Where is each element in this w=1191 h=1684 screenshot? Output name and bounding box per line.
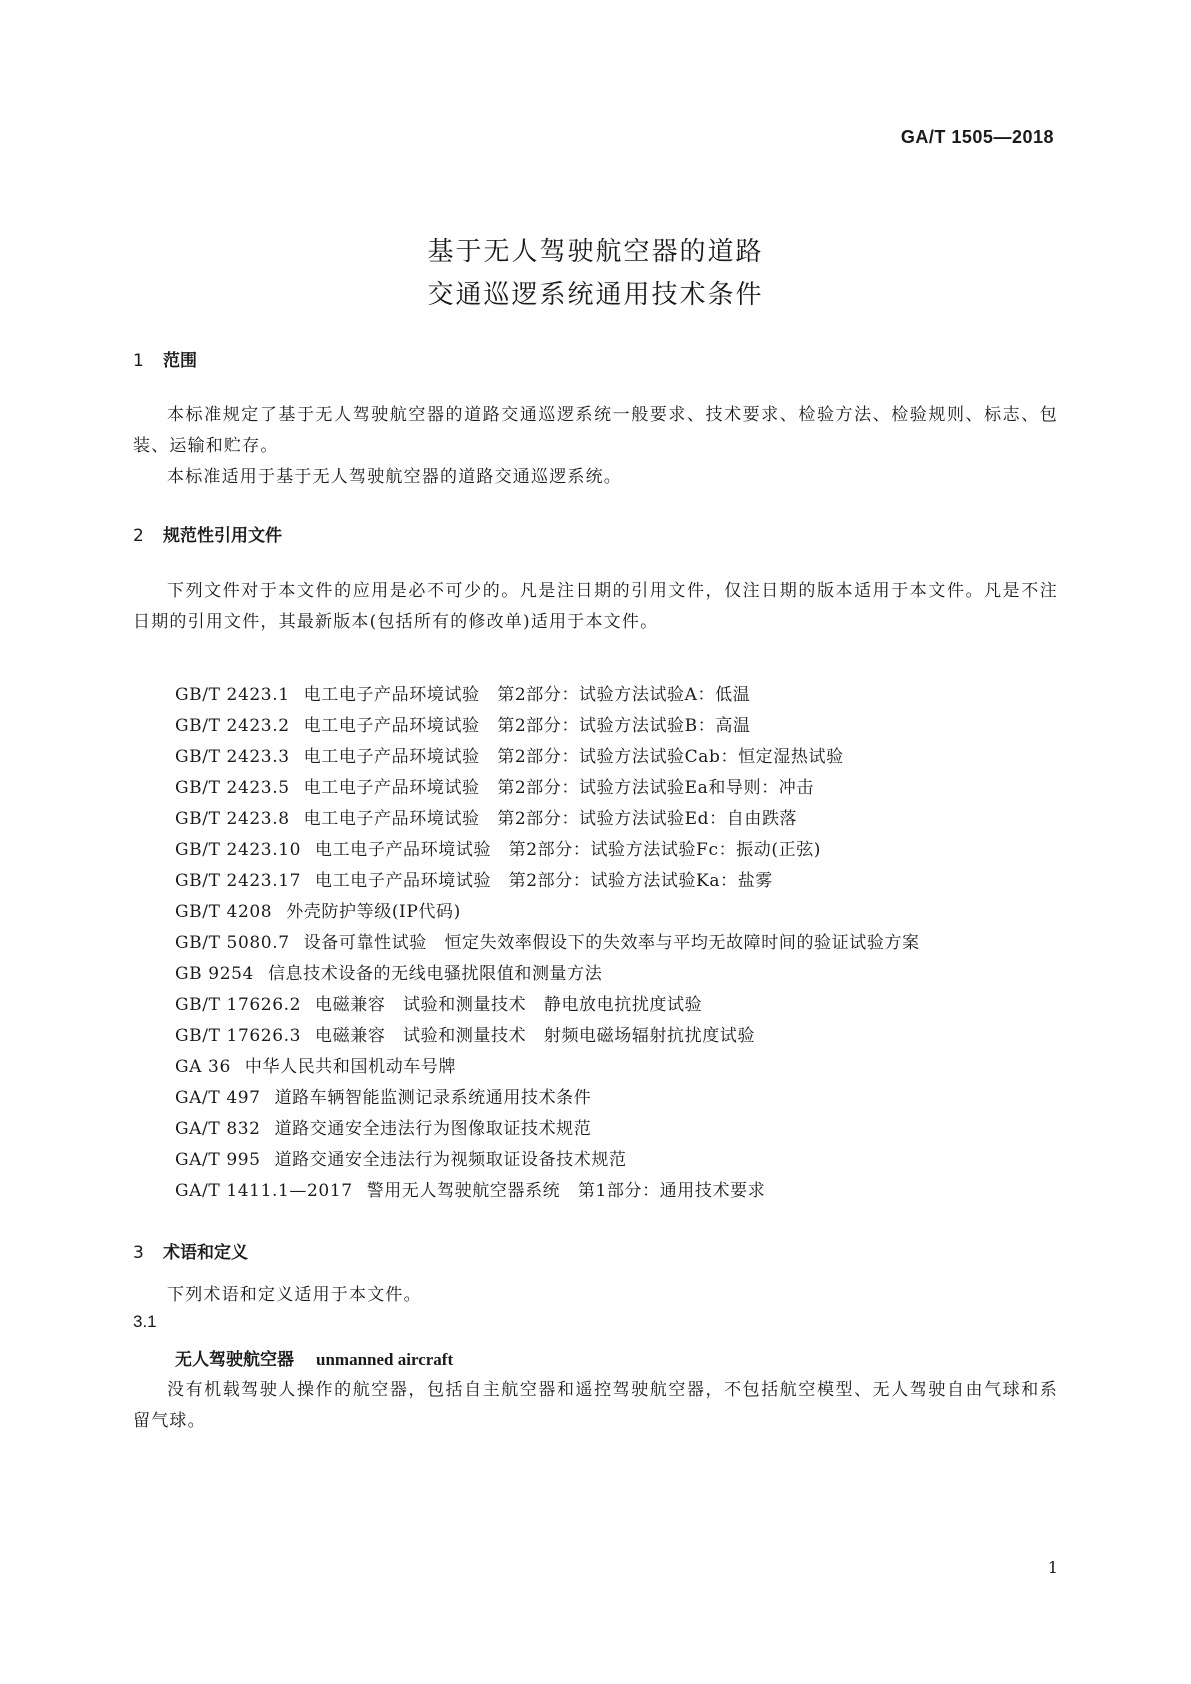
- section-number: 2: [133, 526, 144, 546]
- reference-code: GA 36: [175, 1057, 231, 1077]
- reference-title: 设备可靠性试验 恒定失效率假设下的失效率与平均无故障时间的验证试验方案: [303, 933, 920, 953]
- reference-item: [175, 1114, 920, 1145]
- term-definition: 没有机载驾驶人操作的航空器，包括自主航空器和遥控驾驶航空器，不包括航空模型、无人驾驶自由气球和系留气球。: [133, 1380, 1058, 1431]
- reference-title: 电工电子产品环境试验 第2部分：试验方法试验Fc：振动(正弦): [315, 840, 822, 860]
- reference-title: 电工电子产品环境试验 第2部分：试验方法试验Cab：恒定湿热试验: [303, 747, 844, 767]
- reference-title: 电工电子产品环境试验 第2部分：试验方法试验A：低温: [303, 685, 751, 705]
- reference-code: GB/T 2423.17: [175, 871, 302, 891]
- reference-item: [175, 866, 920, 897]
- reference-code: GA/T 995: [175, 1150, 261, 1170]
- reference-item: [175, 1052, 920, 1083]
- page-number: 1: [1047, 1558, 1058, 1577]
- document-title-line-2: 交通巡逻系统通用技术条件: [427, 280, 764, 310]
- reference-code: GB/T 4208: [175, 902, 273, 922]
- reference-code: GB/T 17626.2: [175, 995, 302, 1015]
- term-english: unmanned aircraft: [316, 1350, 454, 1369]
- reference-code: GB/T 5080.7: [175, 933, 290, 953]
- reference-code: GB 9254: [175, 964, 254, 984]
- reference-item: [175, 928, 920, 959]
- terms-intro: 下列术语和定义适用于本文件。: [167, 1285, 422, 1305]
- reference-title: 电磁兼容 试验和测量技术 射频电磁场辐射抗扰度试验: [315, 1026, 756, 1046]
- reference-title: 电磁兼容 试验和测量技术 静电放电抗扰度试验: [315, 995, 703, 1015]
- section-2-heading: [133, 521, 282, 546]
- reference-item: [175, 1083, 920, 1114]
- reference-item: [175, 1145, 920, 1176]
- scope-paragraph-2: 本标准适用于基于无人驾驶航空器的道路交通巡逻系统。: [167, 467, 622, 487]
- reference-item: [175, 742, 920, 773]
- section-number: 3: [133, 1243, 144, 1263]
- reference-code: GB/T 2423.2: [175, 716, 290, 736]
- reference-title: 警用无人驾驶航空器系统 第1部分：通用技术要求: [366, 1181, 766, 1201]
- reference-title: 外壳防护等级(IP代码): [286, 902, 461, 922]
- reference-title: 中华人民共和国机动车号牌: [244, 1057, 457, 1077]
- reference-title: 道路车辆智能监测记录系统通用技术条件: [274, 1088, 592, 1108]
- document-title-line-1: 基于无人驾驶航空器的道路: [427, 237, 764, 267]
- reference-item: [175, 773, 920, 804]
- reference-title: 电工电子产品环境试验 第2部分：试验方法试验B：高温: [303, 716, 751, 736]
- reference-list: [175, 680, 920, 1207]
- reference-code: GA/T 497: [175, 1088, 261, 1108]
- reference-title: 电工电子产品环境试验 第2部分：试验方法试验Ea和导则：冲击: [303, 778, 814, 798]
- section-title: 范围: [163, 351, 197, 371]
- reference-code: GB/T 17626.3: [175, 1026, 302, 1046]
- reference-title: 道路交通安全违法行为图像取证技术规范: [274, 1119, 592, 1139]
- standard-code: GA/T 1505—2018: [900, 127, 1054, 147]
- reference-code: GB/T 2423.3: [175, 747, 290, 767]
- scope-paragraph-1: 本标准规定了基于无人驾驶航空器的道路交通巡逻系统一般要求、技术要求、检验方法、检验规则、标志、包装、运输和贮存。: [133, 405, 1058, 456]
- reference-item: [175, 1176, 920, 1207]
- reference-code: GB/T 2423.8: [175, 809, 290, 829]
- reference-title: 电工电子产品环境试验 第2部分：试验方法试验Ka：盐雾: [315, 871, 773, 891]
- reference-title: 信息技术设备的无线电骚扰限值和测量方法: [267, 964, 603, 984]
- term-chinese: 无人驾驶航空器: [175, 1350, 294, 1370]
- reference-code: GB/T 2423.10: [175, 840, 302, 860]
- reference-item: [175, 1021, 920, 1052]
- reference-title: 电工电子产品环境试验 第2部分：试验方法试验Ed：自由跌落: [303, 809, 798, 829]
- section-1-heading: [133, 346, 197, 371]
- reference-item: [175, 835, 920, 866]
- term-heading: [175, 1345, 453, 1370]
- reference-item: [175, 711, 920, 742]
- reference-code: GA/T 1411.1—2017: [175, 1181, 353, 1201]
- term-number: 3.1: [133, 1312, 157, 1331]
- reference-code: GB/T 2423.1: [175, 685, 290, 705]
- reference-code: GB/T 2423.5: [175, 778, 290, 798]
- reference-item: [175, 959, 920, 990]
- section-number: 1: [133, 351, 144, 371]
- reference-code: GA/T 832: [175, 1119, 261, 1139]
- reference-item: [175, 804, 920, 835]
- reference-item: [175, 990, 920, 1021]
- reference-item: [175, 680, 920, 711]
- reference-title: 道路交通安全违法行为视频取证设备技术规范: [274, 1150, 627, 1170]
- section-title: 规范性引用文件: [163, 526, 282, 546]
- section-3-heading: [133, 1238, 248, 1263]
- reference-item: [175, 897, 920, 928]
- section-title: 术语和定义: [163, 1243, 248, 1263]
- normative-references-intro: 下列文件对于本文件的应用是必不可少的。凡是注日期的引用文件，仅注日期的版本适用于本文件。凡是不注日期的引用文件，其最新版本(包括所有的修改单)适用于本文件。: [133, 581, 1058, 632]
